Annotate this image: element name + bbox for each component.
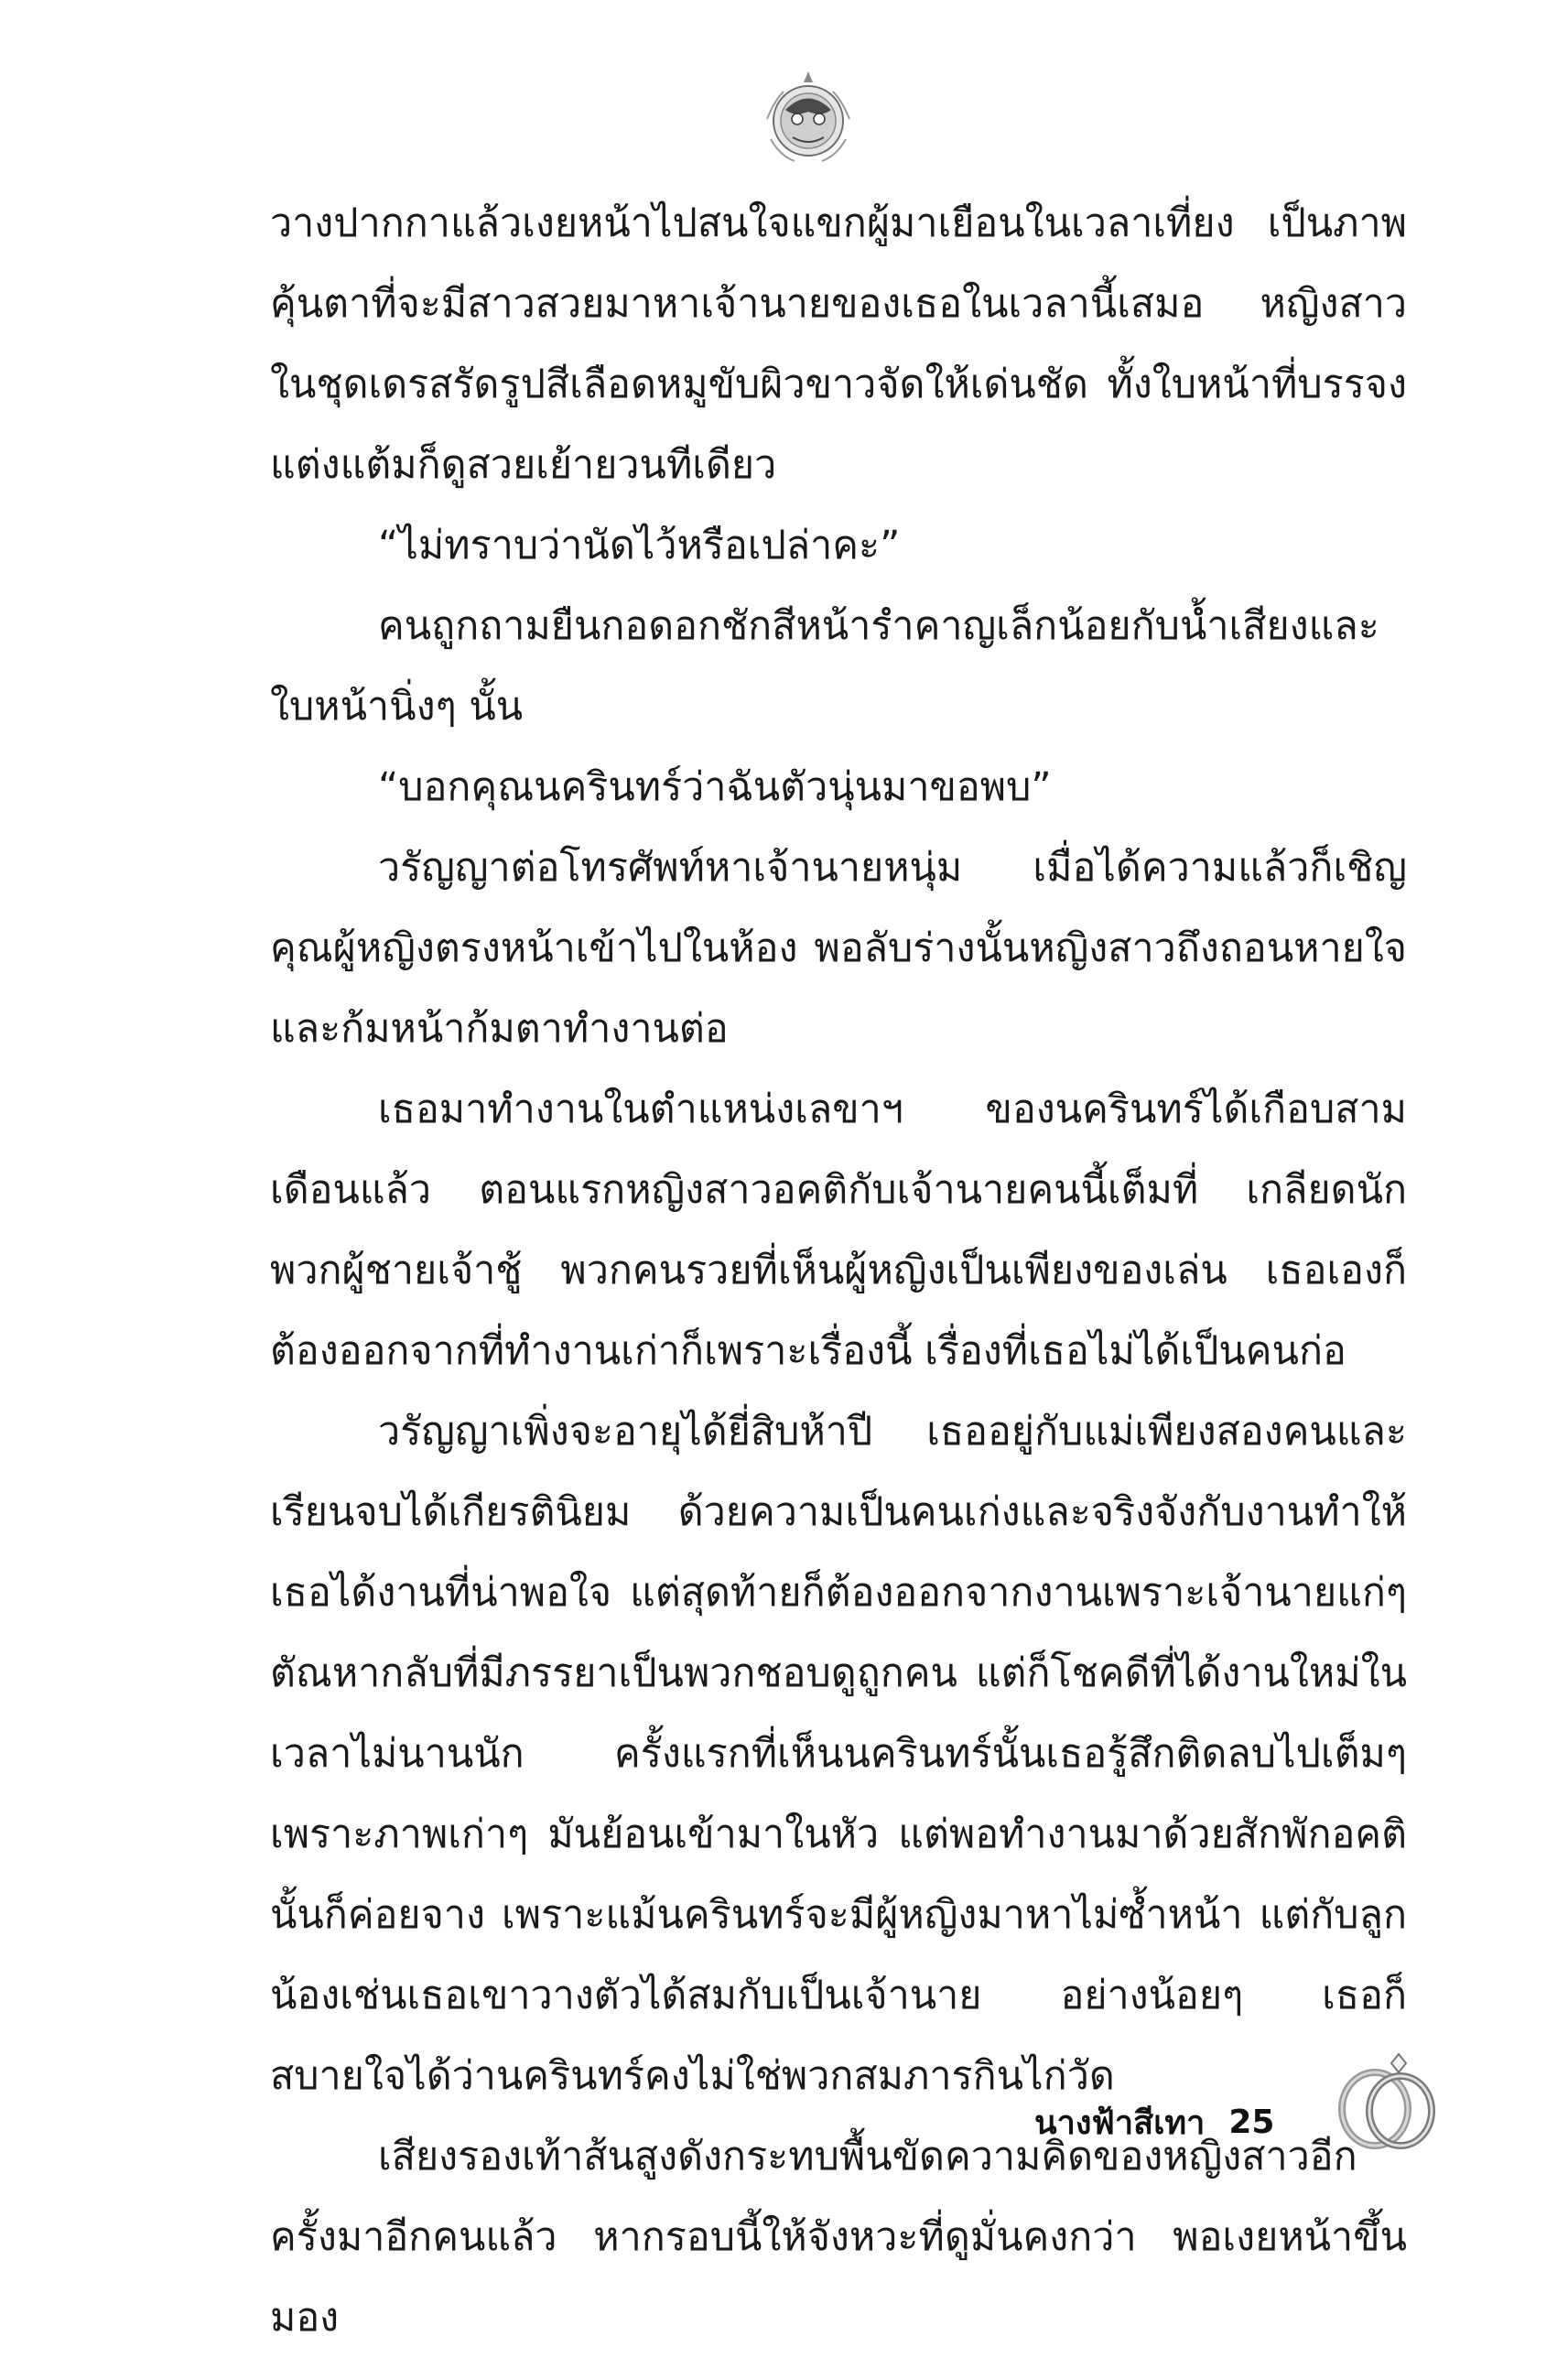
page-number: 25: [1228, 2103, 1275, 2141]
paragraph-7: วรัญญาเพิ่งจะอายุได้ยี่สิบห้าปี เธออยู่กับแม่เพียงสองคนและเรียนจบได้เกียรตินิยม ด้วยความเป็นคนเก่งและจริงจังกับงานทำให้เธอได้งานที่น่าพอใจ แต่สุดท้ายก็ต้องออกจากงานเพราะเจ้านายแก่ๆ ตัณหากลับที่มีภรรยาเป็นพวกชอบดูถูกคน แต่ก็โชคดีที่ได้งานใหม่ในเวลาไม่นานนัก ครั้งแรกที่เห็นนครินทร์นั้นเธอรู้สึกติดลบไปเต็มๆ เพราะภาพเก่าๆ มันย้อนเข้ามาในหัว แต่พอทำงานมาด้วยสักพักอคตินั้นก็ค่อยจาง เพราะแม้นครินทร์จะมีผู้หญิงมาหาไม่ซ้ำหน้า แต่กับลูกน้องเช่นเธอเขาวางตัวได้สมกับเป็นเจ้านาย อย่างน้อยๆ เธอก็สบายใจได้ว่านครินทร์คงไม่ใช่พวกสมภารกินไก่วัด: [270, 1409, 1407, 2099]
page-footer: [1034, 2094, 1274, 2149]
paragraph-1: วางปากกาแล้วเงยหน้าไปสนใจแขกผู้มาเยือนในเวลาเที่ยง เป็นภาพคุ้นตาที่จะมีสาวสวยมาหาเจ้านายของเธอในเวลานี้เสมอ หญิงสาวในชุดเดรสรัดรูปสีเลือดหมูขับผิวขาวจัดให้เด่นชัด ทั้งใบหน้าที่บรรจงแต่งแต้มก็ดูสวยเย้ายวนทีเดียว: [270, 200, 1407, 488]
paragraph-2: “ไม่ทราบว่านัดไว้หรือเปล่าคะ”: [378, 523, 901, 568]
paragraph-5: วรัญญาต่อโทรศัพท์หาเจ้านายหนุ่ม เมื่อได้ความแล้วก็เชิญคุณผู้หญิงตรงหน้าเข้าไปในห้อง พอลับร่างนั้นหญิงสาวถึงถอนหายใจและก้มหน้าก้มตาทำงานต่อ: [270, 845, 1407, 1052]
paragraph-3: คนถูกถามยืนกอดอกชักสีหน้ารำคาญเล็กน้อยกับน้ำเสียงและใบหน้านิ่งๆ นั้น: [270, 603, 1379, 730]
body-text: [270, 183, 1407, 2358]
running-book-title: นางฟ้าสีเทา: [1034, 2104, 1206, 2142]
wedding-rings-icon: [1327, 2049, 1446, 2158]
book-series-emblem-icon: [758, 64, 859, 174]
paragraph-8: เสียงรองเท้าส้นสูงดังกระทบพื้นขัดความคิดของหญิงสาวอีกครั้งมาอีกคนแล้ว หากรอบนี้ให้จังหวะที่ดูมั่นคงกว่า พอเงยหน้าขึ้นมอง: [270, 2134, 1407, 2341]
paragraph-6: เธอมาทำงานในตำแหน่งเลขาฯ ของนครินทร์ได้เกือบสามเดือนแล้ว ตอนแรกหญิงสาวอคติกับเจ้านายคนนี้เต็มที่ เกลียดนักพวกผู้ชายเจ้าชู้ พวกคนรวยที่เห็นผู้หญิงเป็นเพียงของเล่น เธอเองก็ต้องออกจากที่ทำงานเก่าก็เพราะเรื่องนี้ เรื่องที่เธอไม่ได้เป็นคนก่อ: [270, 1087, 1407, 1374]
paragraph-4: “บอกคุณนครินทร์ว่าฉันตัวนุ่นมาขอพบ”: [378, 764, 1052, 810]
